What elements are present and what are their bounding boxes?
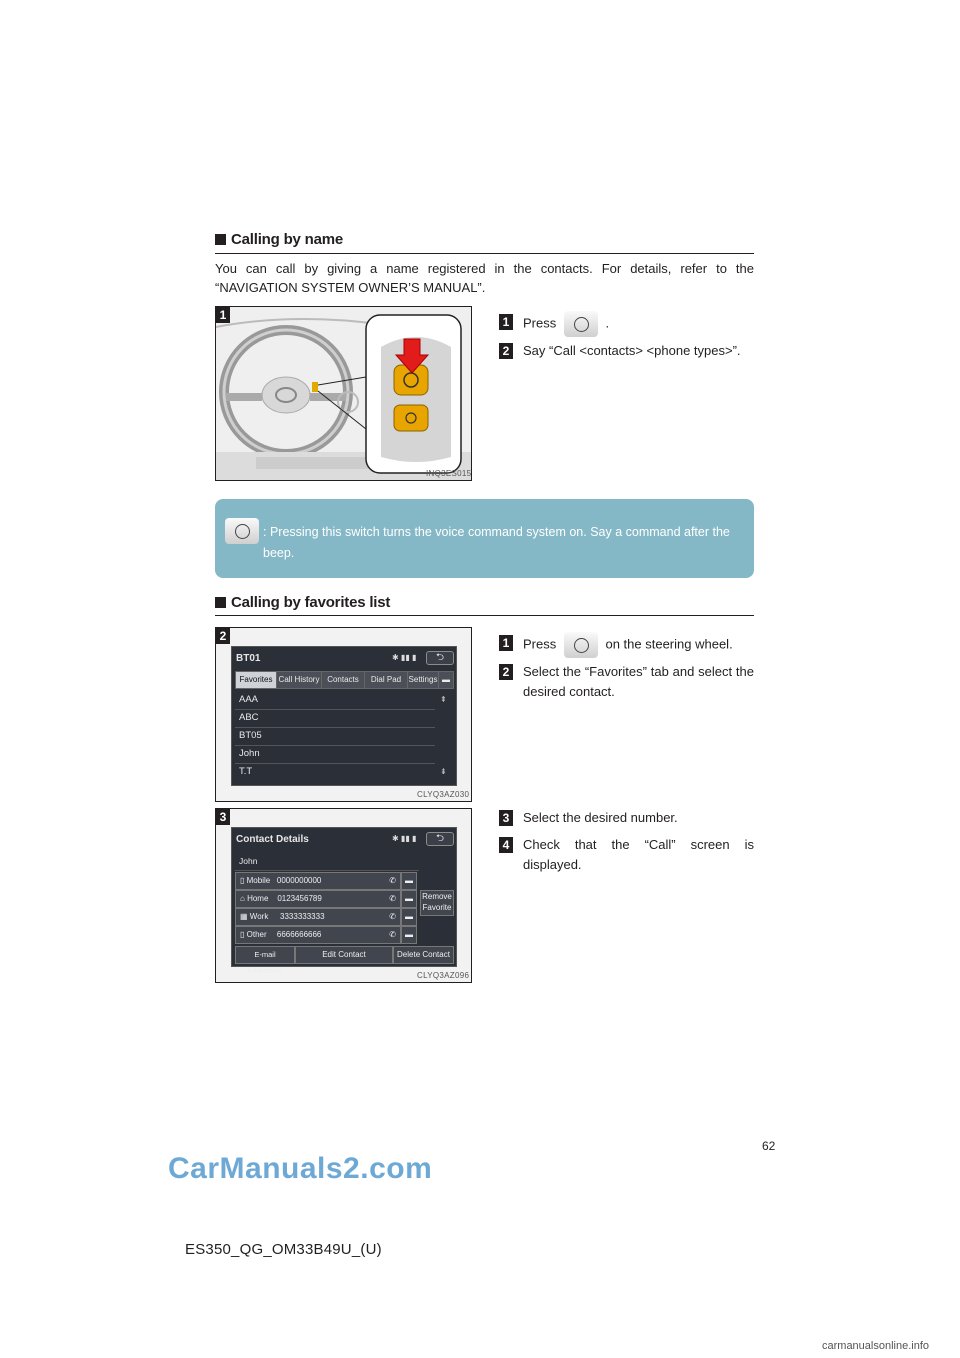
scroll-down-icon[interactable]: ⇟ [440,767,447,776]
figure-code: INQ3ES015 [426,469,472,478]
list-item[interactable]: John [235,745,435,764]
call-icon: ✆ [389,912,396,921]
number-button-other[interactable] [235,926,401,944]
phone-switch-icon [564,632,598,658]
section-bullet-icon [215,234,226,245]
screen-title: BT01 [236,653,261,664]
number-type: Work [249,912,269,921]
step-text: Check that the “Call” screen is displayed. [523,837,754,872]
tab-favorites[interactable]: Favorites [235,671,277,689]
step-number: 1 [499,635,513,651]
call-icon: ✆ [389,876,396,885]
message-icon: ▬ [405,876,413,885]
call-icon: ✆ [389,894,396,903]
figure-favorites-screen [215,627,472,802]
message-button[interactable] [401,926,417,944]
message-button[interactable] [401,872,417,890]
step-text [523,632,758,658]
message-icon: ▬ [405,912,413,921]
number-value: 6666666666 [276,930,322,939]
section-rule [215,615,754,616]
list-item[interactable]: BT05 [235,727,435,746]
page-number: 62 [762,1139,776,1153]
back-button[interactable] [426,651,454,665]
call-icon: ✆ [389,930,396,939]
section-rule [215,253,754,254]
number-type: Other [246,930,267,939]
back-button[interactable] [426,832,454,846]
contact-name: John [235,852,419,871]
number-value: 3333333333 [280,912,325,921]
figure-contact-details-screen [215,808,472,983]
remove-favorite-label-1: Remove [422,892,452,901]
favorites-screen [231,646,457,786]
step-text-before: Press [523,315,557,331]
other-phone-icon: ▯ [240,930,245,939]
tab-contacts[interactable]: Contacts [321,671,365,689]
delete-contact-button[interactable]: Delete Contact [393,946,454,964]
step-number: 2 [499,343,513,359]
number-type: Home [247,894,269,903]
figure-steering-wheel [215,306,472,481]
edit-contact-button[interactable]: Edit Contact [295,946,393,964]
footer-code: ES350_QG_OM33B49U_(U) [185,1241,382,1258]
number-value: 0123456789 [277,894,322,903]
section-title-text: Calling by name [231,231,344,248]
contact-details-screen [231,827,457,975]
section-bullet-icon [215,597,226,608]
email-addresses-button[interactable]: E-mail Addresses [235,946,295,964]
tab-dial-pad[interactable]: Dial Pad [364,671,408,689]
step-text: Select the “Favorites” tab and select the desired contact. [523,664,754,699]
figure-number: 2 [216,628,230,644]
figure-number: 1 [216,307,230,323]
remove-favorite-label-2: Favorite [422,903,452,912]
message-icon: ▬ [405,930,413,939]
step-number: 1 [499,314,513,330]
list-item[interactable]: T.T [239,766,253,777]
status-icons: ✱ ▮▮ ▮ [392,653,417,662]
message-button[interactable] [401,908,417,926]
talk-switch-icon [225,518,259,544]
watermark-logo: CarManuals2.com [168,1152,433,1185]
section-title-calling-by-name [215,231,343,248]
note-text: : Pressing this switch turns the voice command system on. Say a command after the beep. [263,525,730,560]
section-title-favorites [215,594,390,611]
step-number: 3 [499,810,513,826]
screen-title: Contact Details [236,834,309,845]
figure-code: CLYQ3AZ030 [417,790,470,799]
number-button-home[interactable] [235,890,401,908]
number-button-work[interactable] [235,908,401,926]
back-arrow-icon: ⮌ [435,833,444,844]
status-icons: ✱ ▮▮ ▮ [392,834,417,843]
list-item[interactable]: AAA [235,691,435,710]
message-icon: ▬ [405,894,413,903]
step-text-after: on the steering wheel. [605,636,733,652]
number-type: Mobile [246,876,271,885]
scroll-up-icon[interactable]: ⇞ [440,695,447,704]
number-value: 0000000000 [276,876,322,885]
watermark-url: carmanualsonline.info [822,1340,930,1352]
number-button-mobile[interactable] [235,872,401,890]
step-number: 2 [499,664,513,680]
tab-call-history[interactable]: Call History [276,671,322,689]
home-phone-icon: ⌂ [240,894,245,903]
section-title-text: Calling by favorites list [231,594,391,611]
step-text: Say “Call <contacts> <phone types>”. [523,343,741,358]
menu-button[interactable] [438,671,454,689]
step-text: Select the desired number. [523,810,678,825]
talk-switch-icon [564,311,598,337]
figure-number: 3 [216,809,230,825]
step-text-before: Press [523,636,557,652]
tab-settings[interactable]: Settings [407,671,439,689]
intro-paragraph: You can call by giving a name registered in the contacts. For details, refer to the “NAVIGATION SYSTEM OWNER’S MANUAL”. [215,261,754,295]
work-phone-icon: ▦ [240,912,248,921]
mobile-phone-icon: ▯ [240,876,245,885]
menu-icon: ▬ [442,675,450,684]
message-button[interactable] [401,890,417,908]
figure-code: CLYQ3AZ096 [417,971,470,980]
step-number: 4 [499,837,513,853]
note-box [215,499,754,578]
steering-wheel-illustration [216,307,471,480]
step-text [523,311,754,337]
step-text-after: . [605,315,610,331]
back-arrow-icon: ⮌ [435,652,444,663]
list-item[interactable]: ABC [235,709,435,728]
remove-favorite-button[interactable] [420,890,454,916]
